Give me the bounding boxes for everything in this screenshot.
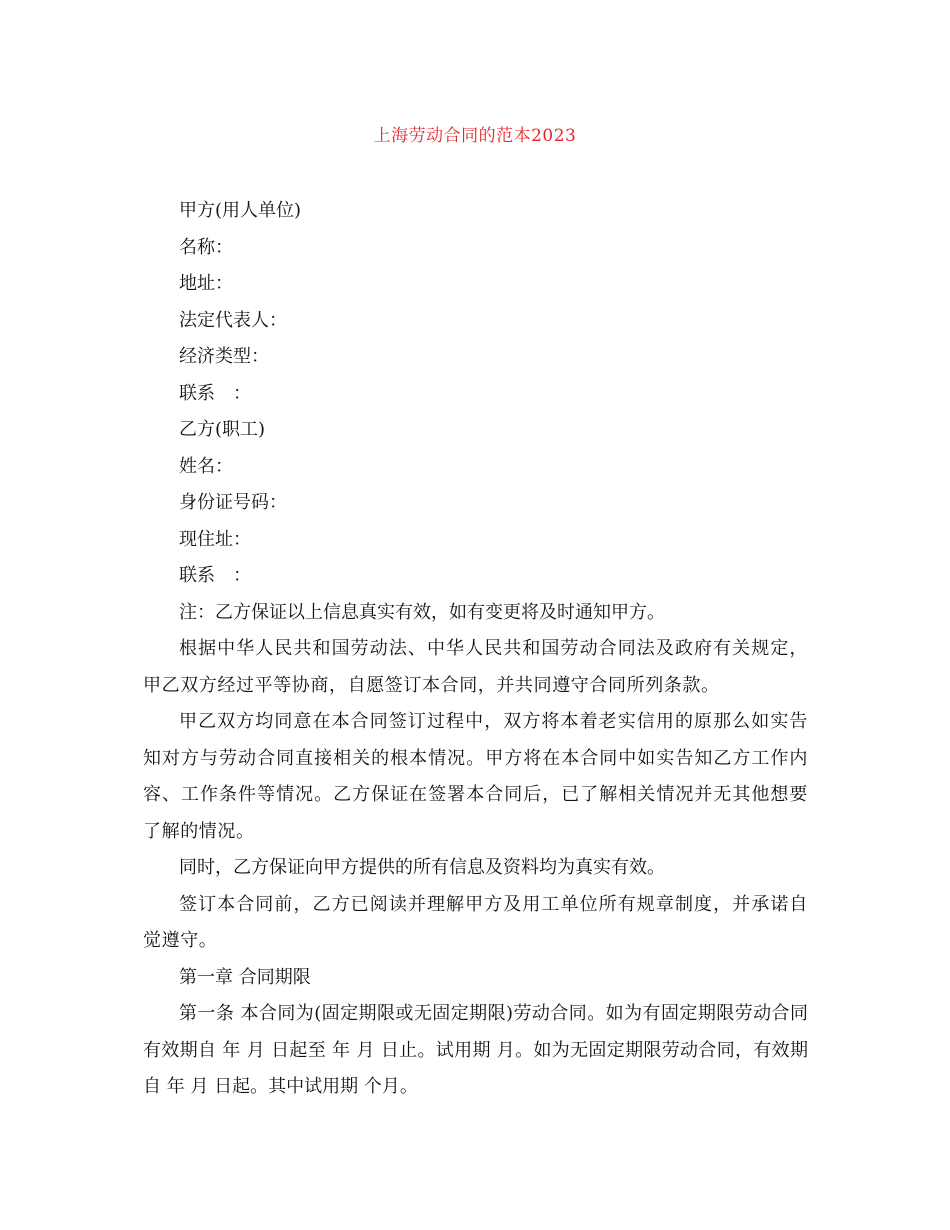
party-b-id-number-field: 身份证号码： [179, 492, 287, 513]
chapter-1-heading: 第一章 合同期限 [179, 966, 311, 988]
party-a-economic-type-field: 经济类型： [179, 346, 269, 367]
party-a-legal-rep-field: 法定代表人： [179, 309, 287, 331]
party-a-contact-field: 联系 ： [179, 382, 251, 404]
good-faith-paragraph: 甲乙双方均同意在本合同签订过程中，双方将本着老实信用的原那么如实告知对方与劳动合同直接相关的根本情况。甲方将在本合同中如实告知乙方工作内容、工作条件等情况。乙方保证在签署本合同后，已了解相关情况并无其他想要了解的情况。 [143, 711, 808, 842]
document-title: 上海劳动合同的范本2023 [373, 126, 577, 146]
party-a-address-field: 地址： [179, 273, 233, 294]
info-guarantee-paragraph: 同时，乙方保证向甲方提供的所有信息及资料均为真实有效。 [179, 857, 665, 878]
party-a-heading: 甲方(用人单位) [179, 200, 302, 221]
party-b-name-field: 姓名： [179, 455, 233, 477]
party-b-heading: 乙方(职工) [179, 419, 266, 440]
basis-paragraph: 根据中华人民共和国劳动法、中华人民共和国劳动合同法及政府有关规定，甲乙双方经过平等协商，自愿签订本合同，并共同遵守合同所列条款。 [143, 638, 808, 696]
note-paragraph: 注：乙方保证以上信息真实有效，如有变更将及时通知甲方。 [179, 601, 665, 623]
party-b-contact-field: 联系 ： [179, 565, 251, 586]
document-body [143, 193, 808, 1106]
article-1-paragraph: 第一条 本合同为(固定期限或无固定期限)劳动合同。如为有固定期限劳动合同有效期自 年 月 日起至 年 月 日止。试用期 月。如为无固定期限劳动合同，有效期自 年 月 日起。其中试用期 个月。 [143, 1003, 808, 1097]
party-b-address-field: 现住址： [179, 528, 251, 550]
rules-paragraph: 签订本合同前，乙方已阅读并理解甲方及用工单位所有规章制度，并承诺自觉遵守。 [143, 893, 808, 951]
party-a-name-field: 名称： [179, 236, 233, 258]
